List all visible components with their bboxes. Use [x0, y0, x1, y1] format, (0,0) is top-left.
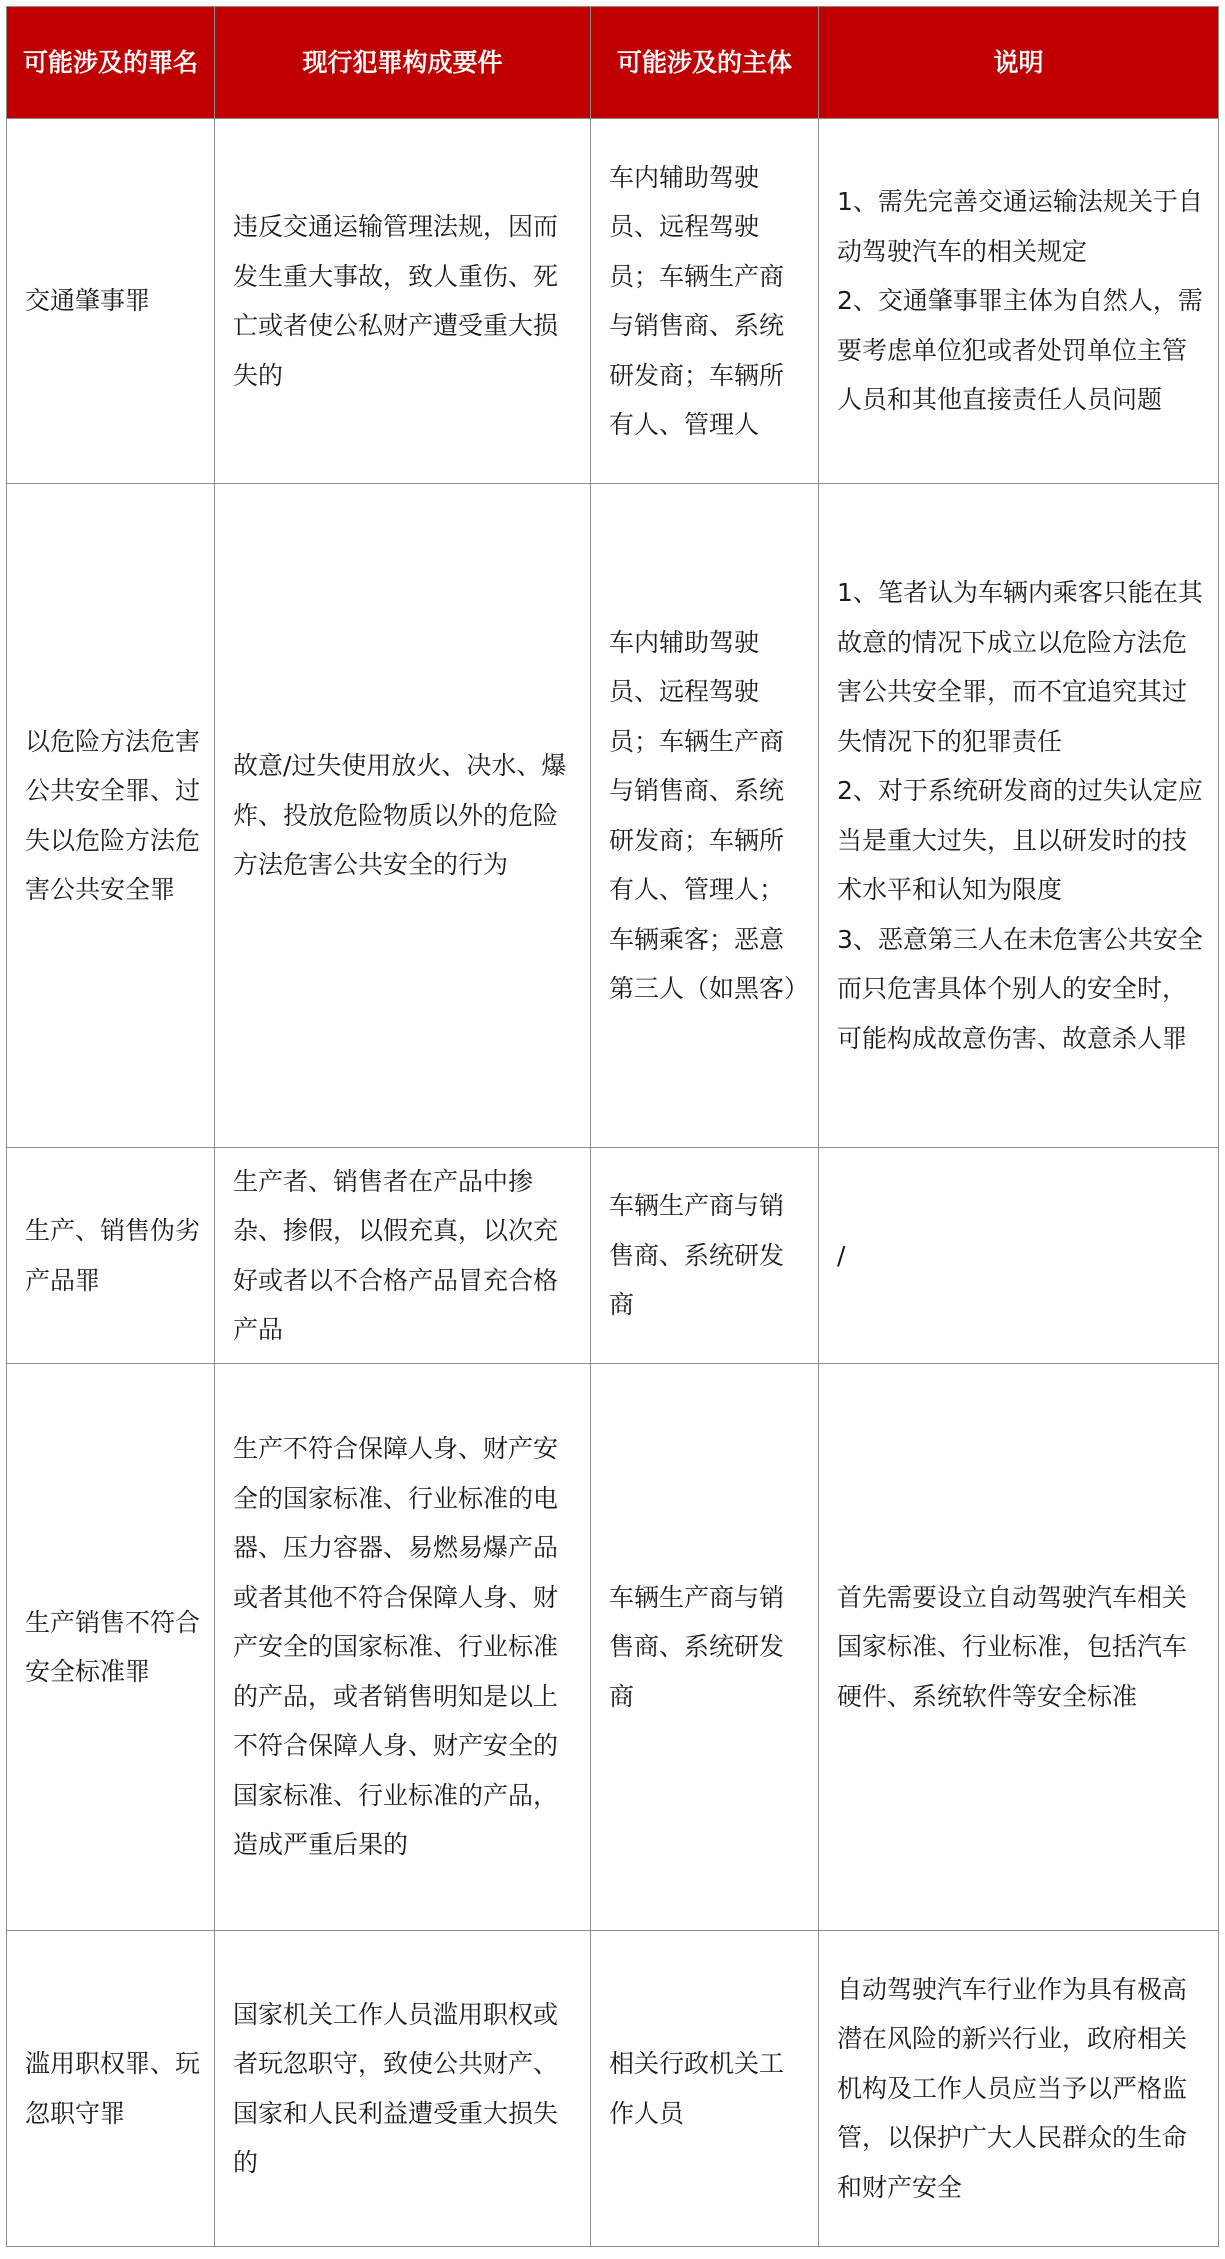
elements-cell: 故意/过失使用放火、决水、爆炸、投放危险物质以外的危险方法危害公共安全的行为	[215, 484, 591, 1148]
notes-cell: 1、笔者认为车辆内乘客只能在其故意的情况下成立以危险方法危害公共安全罪，而不宜追究其过失情况下的犯罪责任 2、对于系统研发商的过失认定应当是重大过失，且以研发时的技术水平和认知为限度 3、恶意第三人在未危害公共安全而只危害具体个别人的安全时，可能构成故意伤害、故意杀人罪	[819, 484, 1219, 1148]
header-notes: 说明	[819, 7, 1219, 119]
subjects-cell: 相关行政机关工作人员	[591, 1931, 819, 2247]
subjects-cell: 车内辅助驾驶员、远程驾驶员；车辆生产商与销售商、系统研发商；车辆所有人、管理人；车辆乘客；恶意第三人（如黑客）	[591, 484, 819, 1148]
crime-cell: 交通肇事罪	[7, 119, 215, 484]
crime-table	[6, 6, 1219, 2247]
notes-cell: 1、需先完善交通运输法规关于自动驾驶汽车的相关规定 2、交通肇事罪主体为自然人，需要考虑单位犯或者处罚单位主管人员和其他直接责任人员问题	[819, 119, 1219, 484]
notes-cell: /	[819, 1148, 1219, 1364]
header-subjects: 可能涉及的主体	[591, 7, 819, 119]
elements-cell: 生产者、销售者在产品中掺杂、掺假，以假充真，以次充好或者以不合格产品冒充合格产品	[215, 1148, 591, 1364]
notes-cell: 自动驾驶汽车行业作为具有极高潜在风险的新兴行业，政府相关机构及工作人员应当予以严格监管，以保护广大人民群众的生命和财产安全	[819, 1931, 1219, 2247]
elements-cell: 生产不符合保障人身、财产安全的国家标准、行业标准的电器、压力容器、易燃易爆产品或者其他不符合保障人身、财产安全的国家标准、行业标准的产品，或者销售明知是以上不符合保障人身、财产安全的国家标准、行业标准的产品，造成严重后果的	[215, 1364, 591, 1931]
table-row	[7, 1364, 1219, 1931]
table-row	[7, 119, 1219, 484]
subjects-cell: 车辆生产商与销售商、系统研发商	[591, 1148, 819, 1364]
header-crime: 可能涉及的罪名	[7, 7, 215, 119]
crime-cell: 以危险方法危害公共安全罪、过失以危险方法危害公共安全罪	[7, 484, 215, 1148]
table-row	[7, 1931, 1219, 2247]
subjects-cell: 车内辅助驾驶员、远程驾驶员；车辆生产商与销售商、系统研发商；车辆所有人、管理人	[591, 119, 819, 484]
crime-cell: 滥用职权罪、玩忽职守罪	[7, 1931, 215, 2247]
elements-cell: 违反交通运输管理法规，因而发生重大事故，致人重伤、死亡或者使公私财产遭受重大损失的	[215, 119, 591, 484]
notes-cell: 首先需要设立自动驾驶汽车相关国家标准、行业标准，包括汽车硬件、系统软件等安全标准	[819, 1364, 1219, 1931]
subjects-cell: 车辆生产商与销售商、系统研发商	[591, 1364, 819, 1931]
header-row	[7, 7, 1219, 119]
table-row	[7, 484, 1219, 1148]
crime-cell: 生产销售不符合安全标准罪	[7, 1364, 215, 1931]
header-elements: 现行犯罪构成要件	[215, 7, 591, 119]
crime-cell: 生产、销售伪劣产品罪	[7, 1148, 215, 1364]
table-row	[7, 1148, 1219, 1364]
elements-cell: 国家机关工作人员滥用职权或者玩忽职守，致使公共财产、国家和人民利益遭受重大损失的	[215, 1931, 591, 2247]
